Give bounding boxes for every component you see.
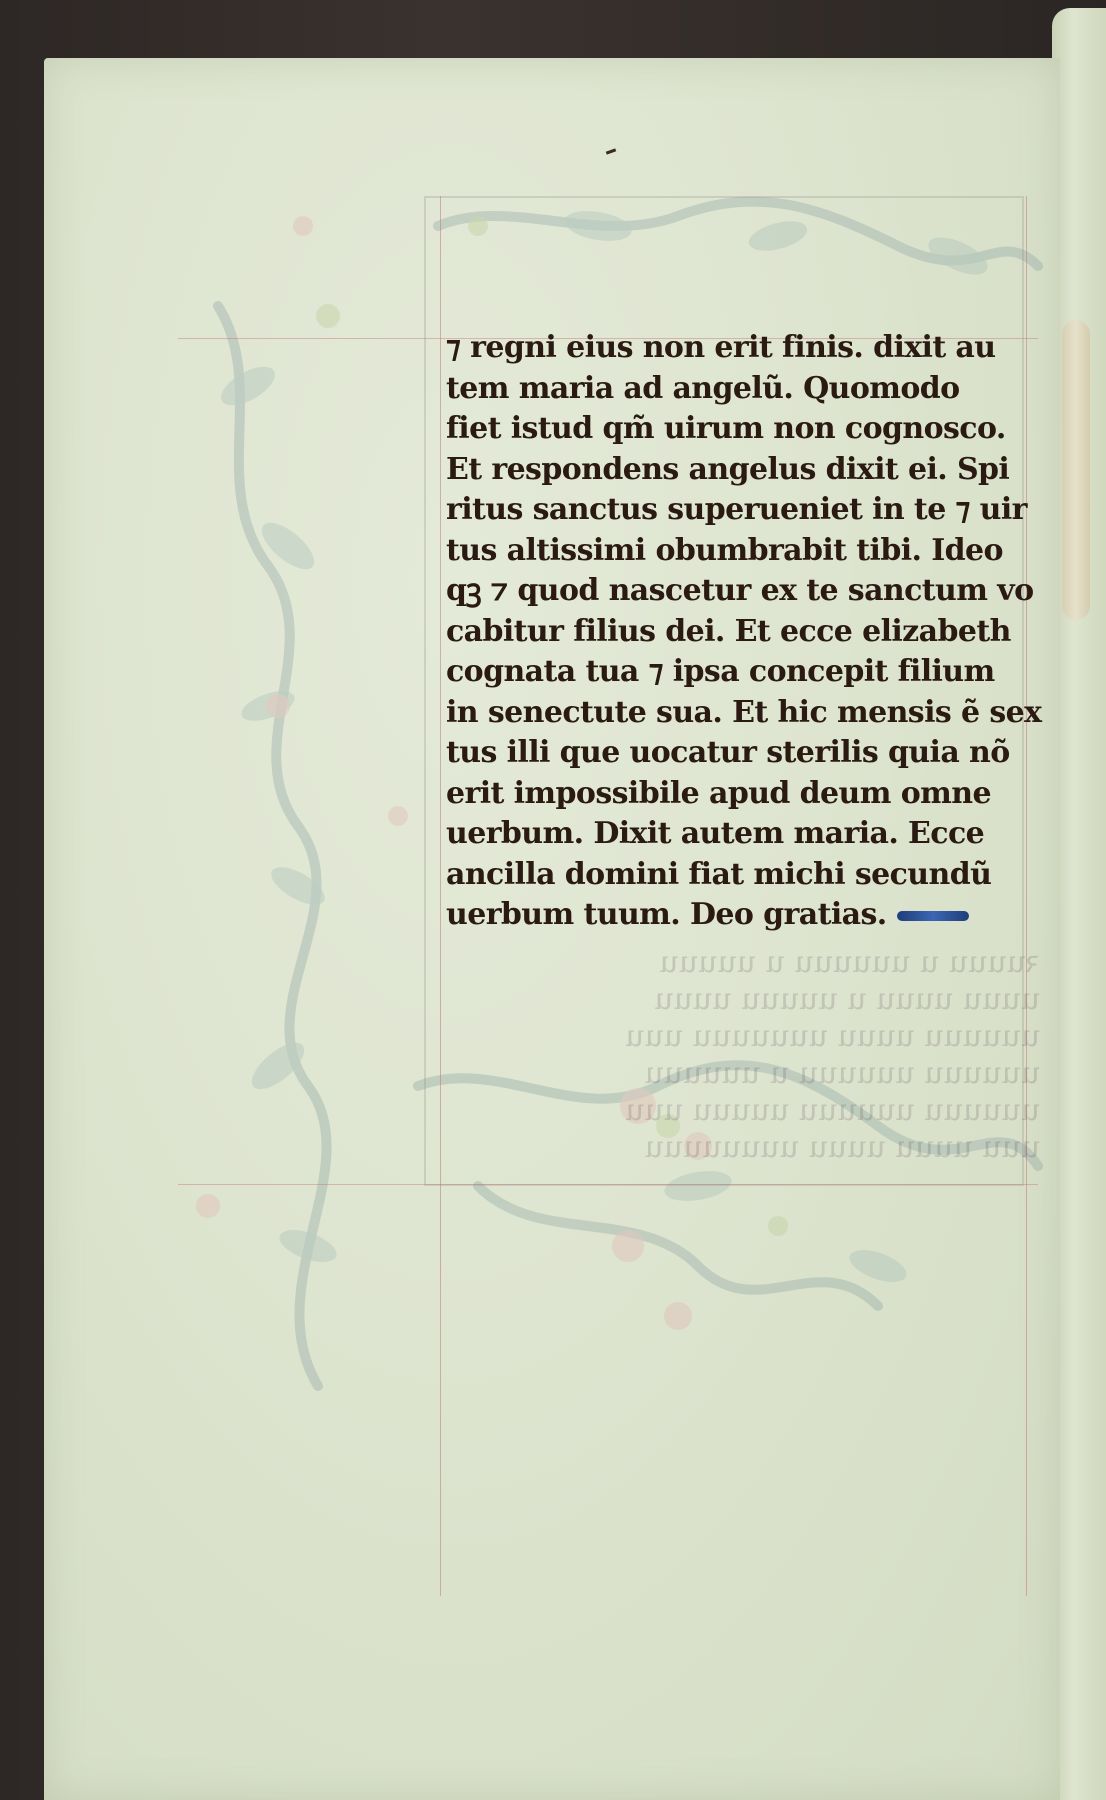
text-line-9: cognata tua ⁊ ipsa concepit filium — [446, 654, 995, 689]
text-line-12: erit impossibile apud deum omne — [446, 775, 991, 811]
show-through-line: uuuuuu uuuuuu u uuuuuu — [644, 1056, 1040, 1091]
show-through-text — [440, 944, 1040, 1166]
leaf-tab — [1062, 320, 1090, 620]
text-line-15 — [446, 895, 1030, 936]
text-line-7: qꝫ ⁊ quod nascetur ex te sanctum vo — [446, 573, 1034, 608]
text-line-2: tem maria ad angelũ. Quomodo — [446, 370, 960, 406]
manuscript-text-block — [446, 328, 1042, 936]
text-line-3: fiet istud qm̃ uirum non cognosco. — [446, 411, 1006, 446]
show-through-line: uuu uuuu uuuu uuuuuuuu — [644, 1130, 1040, 1165]
text-line-15-text: uerbum tuum. Deo gratias. — [446, 897, 887, 932]
text-line-10: in senectute sua. Et hic mensis ẽ sex — [446, 694, 1042, 730]
show-through-line: uuuu uuuu u uuuuu uuuu — [654, 982, 1040, 1017]
text-line-5: ritus sanctus superueniet in te ⁊ uir — [446, 492, 1027, 527]
text-line-13: uerbum. Dixit autem maria. Ecce — [446, 816, 985, 851]
show-through-line: uuuuuu uuuu uuuuuuu uuu — [624, 1019, 1040, 1054]
show-through-line: ꝛuuuu u uuuuuu u uuuuu — [659, 945, 1040, 980]
text-line-6: tus altissimi obumbrabit tibi. Ideo — [446, 532, 1003, 568]
text-line-8: cabitur filius dei. Et ecce elizabeth — [446, 613, 1011, 649]
adjacent-leaf — [1052, 8, 1106, 1800]
text-line-1: ⁊ regni eius non erit finis. dixit au — [446, 330, 996, 365]
text-line-4: Et respondens angelus dixit ei. Spi — [446, 451, 1010, 487]
text-line-11: tus illi que uocatur sterilis quia nõ — [446, 735, 1010, 770]
line-filler-flourish — [897, 911, 969, 921]
text-line-14: ancilla domini fiat michi secundũ — [446, 856, 992, 892]
show-through-line: uuuuuu uuuuuu uuuuu uuu — [624, 1093, 1040, 1128]
